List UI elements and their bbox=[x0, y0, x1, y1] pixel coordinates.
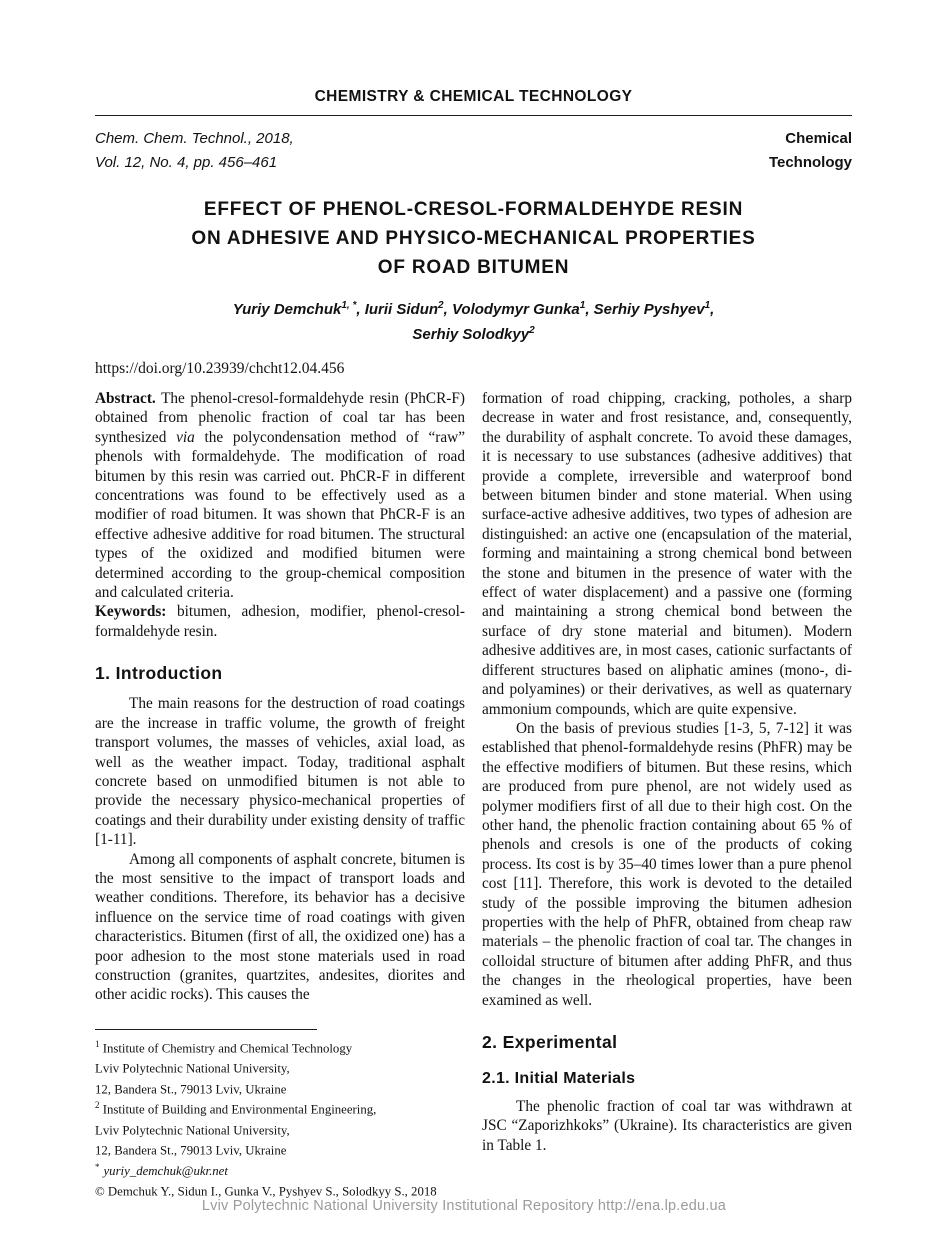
author: Yuriy Demchuk$^{1, *}$, bbox=[232, 300, 365, 318]
article-title-line-3: OF ROAD BITUMEN bbox=[377, 257, 570, 278]
body-paragraph-continuation: formation of road chipping, cracking, potholes, a sharp decrease in water and frost resistance, and, consequently, the durability of asphalt concrete. To avoid these damages, it is necessary to use substances (adhesive additives) that provide a complete, irreversible and waterproof bond between bitumen binder and stone material. When using surface-active adhesive additives, two types of adhesion are distinguished: an active one (encapsulation of the material, forming and maintaining a strong chemical bond between the stone and bitumen in the presence of water with the effect of water displacement) and a passive one (forming and maintaining a strong chemical bond between the surface of dry stone material and bitumen). Modern adhesive additives are, in most cases, cationic surfactants of different structures based on aliphatic amines (mono-, di- and polyamines) or their derivatives, as well as quaternary ammonium compounds, which are quite expensive. bbox=[482, 390, 852, 718]
author-affiliation-mark: 1, * bbox=[341, 300, 357, 311]
intro-paragraph-2: Among all components of asphalt concrete, bitumen is the most sensitive to the impact of transport loads and weather conditions. Therefore, its behavior has a decisive influence on the service time of road coatings with given characteristics. Bitumen (first of all, the oxidized one) has a poor adhesion to the most stone materials used in road construction (granites, quartzites, andesites, diorites and other acidic rocks). This causes the bbox=[95, 850, 465, 1004]
citation-block bbox=[95, 127, 294, 175]
footnote-line: Lviv Polytechnic National University, bbox=[95, 1122, 290, 1137]
intro-paragraph-1: The main reasons for the destruction of road coatings are the increase in traffic volume, the growth of freight transport volumes, the masses of vehicles, axial load, as well as the weather impact. Today, traditional asphalt concrete based on unmodified bitumen is not able to provide the necessary physico-mechanical properties of coatings and their durability under existing density of traffic [1-11]. bbox=[95, 695, 465, 849]
journal-section-line-2: Technology bbox=[768, 154, 852, 171]
author-line-2 bbox=[95, 320, 852, 345]
journal-section-line-1: Chemical bbox=[785, 130, 852, 147]
materials-paragraph: The phenolic fraction of coal tar was withdrawn at JSC “Zaporizhkoks” (Ukraine). Its characteristics are given in Table 1. bbox=[482, 1098, 852, 1154]
keywords-label: Keywords: bbox=[95, 603, 167, 621]
author-list bbox=[95, 295, 852, 345]
article-title-line-2: ON ADHESIVE AND PHYSICO-MECHANICAL PROPERTIES bbox=[191, 228, 756, 249]
footnote-line: $^1$ Institute of Chemistry and Chemical Technology bbox=[95, 1038, 353, 1056]
author-affiliation-mark: 2 bbox=[529, 325, 535, 336]
footnote-line: 12, Bandera St., 79013 Lviv, Ukraine bbox=[95, 1081, 287, 1096]
subsection-heading-initial-materials: 2.1. Initial Materials bbox=[482, 1070, 636, 1087]
body-paragraph-2: On the basis of previous studies [1-3, 5, 7-12] it was established that phenol-formaldehyde resins (PhFR) may be the effective modifiers of bitumen. But these resins, which are produced from pure phenol, are not widely used as polymer modifiers first of all due to their high cost. On the other hand, the phenolic fraction containing about 65 % of phenols and cresols is one of the products of coking process. Its cost is by 35–40 times lower than a pure phenol cost [11]. Therefore, this work is devoted to the detailed study of the possible improving the bitumen adhesion properties with the help of PhFR, obtained from cheap raw materials – the phenolic fraction of coal tar. The changes in colloidal structure of bitumen after adding PhFR, and thus the changes in the rheological properties, have been examined as well. bbox=[482, 719, 852, 1009]
footnote-block bbox=[95, 1029, 465, 1200]
footnote-line: 12, Bandera St., 79013 Lviv, Ukraine bbox=[95, 1143, 287, 1158]
author: Serhiy Pyshyev$^1$, bbox=[593, 300, 715, 318]
keywords-paragraph: Keywords: bitumen, adhesion, modifier, phenol-cresol-formaldehyde resin. bbox=[95, 603, 465, 640]
page-content bbox=[95, 0, 852, 1200]
author: Iurii Sidun$^2$, bbox=[364, 300, 452, 318]
repository-footer: Lviv Polytechnic National University Institutional Repository http://ena.lp.edu.ua bbox=[201, 1198, 727, 1214]
article-title-line-1: EFFECT OF PHENOL-CRESOL-FORMALDEHYDE RESIN bbox=[203, 199, 744, 220]
footnote-rule bbox=[95, 1029, 317, 1030]
author-affiliation-mark: 1 bbox=[579, 300, 586, 311]
section-heading-introduction: 1. Introduction bbox=[95, 663, 223, 684]
author: Serhiy Solodkyy$^2$ bbox=[412, 325, 535, 343]
footnote-copyright-line: © Demchuk Y., Sidun I., Gunka V., Pyshyev S., Solodkyy S., 2018 bbox=[95, 1184, 437, 1199]
journal-section-block bbox=[769, 127, 852, 175]
two-column-body bbox=[95, 389, 852, 1200]
author-line-1 bbox=[95, 295, 852, 320]
article-title bbox=[95, 195, 852, 282]
citation-line-2: Vol. 12, No. 4, pp. 456–461 bbox=[95, 154, 278, 171]
journal-title: CHEMISTRY & CHEMICAL TECHNOLOGY bbox=[314, 88, 633, 105]
header-rule bbox=[95, 115, 852, 116]
author-affiliation-mark: 1 bbox=[704, 300, 711, 311]
abstract-paragraph: Abstract. The phenol-cresol-formaldehyde resin (PhCR-F) obtained from phenolic fraction of coal tar has been synthesized via the polycondensation method of “raw” phenols with formaldehyde. The modification of road bitumen by this resin was carried out. PhCR-F in different concentrations was found to be effectively used as a modifier of road bitumen. It was shown that PhCR-F is an effective adhesive additive for road bitumen. The structural types of the oxidized and modified bitumen were determined according to the group-chemical composition and calculated criteria. bbox=[95, 390, 465, 602]
section-heading-experimental: 2. Experimental bbox=[482, 1032, 618, 1052]
abstract-label: Abstract. bbox=[95, 390, 156, 407]
left-column bbox=[95, 389, 465, 1200]
abstract-italic-word: via bbox=[176, 428, 195, 446]
citation-row bbox=[95, 127, 852, 175]
author: Volodymyr Gunka$^1$, bbox=[451, 300, 594, 318]
footnote-line: $^2$ Institute of Building and Environmental Engineering, bbox=[95, 1100, 377, 1117]
doi-link: https://doi.org/10.23939/chcht12.04.456 bbox=[95, 360, 345, 377]
footnote-line: Lviv Polytechnic National University, bbox=[95, 1061, 290, 1076]
author-affiliation-mark: 2 bbox=[438, 300, 444, 311]
right-column bbox=[482, 389, 852, 1200]
citation-line-1: Chem. Chem. Technol., 2018, bbox=[95, 130, 294, 147]
footnote-email-line: * yuriy_demchuk@ukr.net bbox=[95, 1161, 228, 1178]
